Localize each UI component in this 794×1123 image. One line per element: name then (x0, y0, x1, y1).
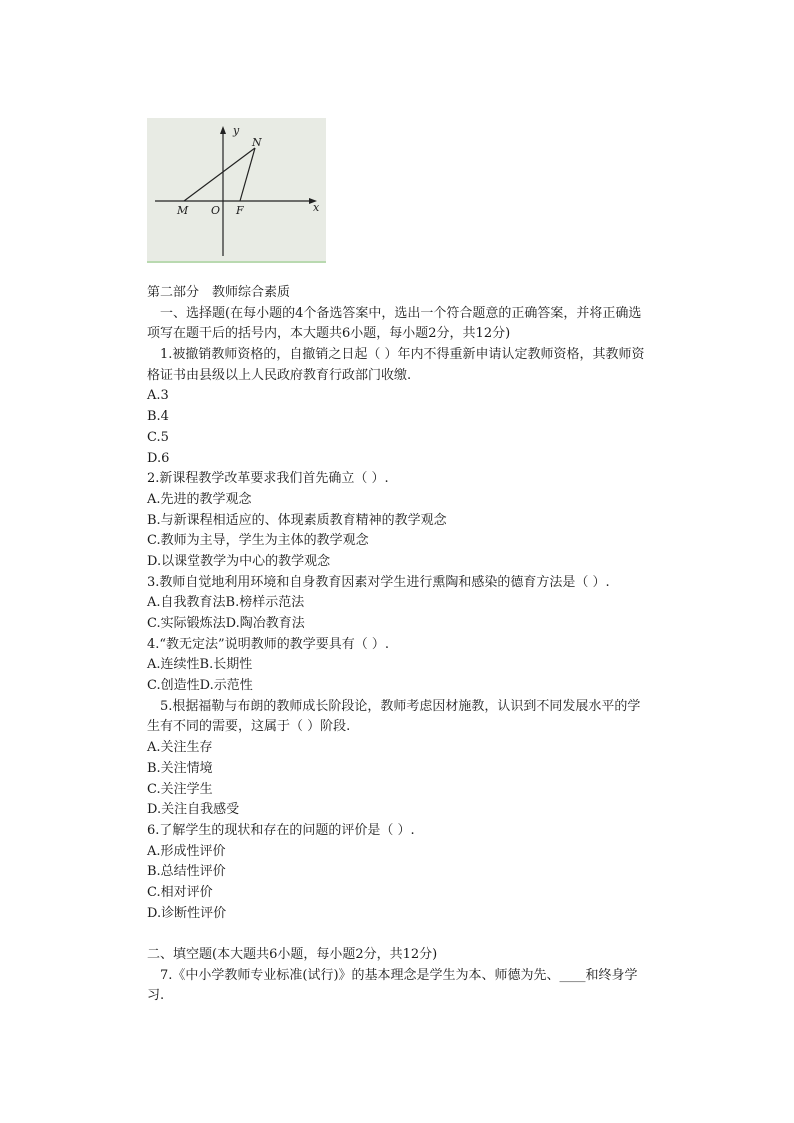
label-o: O (211, 204, 221, 217)
y-axis-arrow (220, 126, 226, 134)
segment-mn (184, 148, 255, 201)
text-line: B.4 (147, 409, 169, 425)
label-m: M (177, 204, 189, 217)
text-line: 生有不同的需要，这属于（ ）阶段. (147, 719, 351, 735)
text-line: 项写在题干后的括号内，本大题共6小题，每小题2分，共12分) (147, 326, 511, 342)
text-line: A.关注生存 (147, 740, 213, 756)
text-line: A.形成性评价 (147, 843, 226, 859)
text-line: 习. (147, 988, 165, 1004)
text-line: D.以课堂教学为中心的教学观念 (147, 553, 331, 569)
text-line: A.先进的教学观念 (147, 491, 252, 507)
segment-nf (240, 148, 255, 201)
text-line: C.相对评价 (147, 884, 213, 900)
text-line: C.创造性D.示范性 (147, 678, 253, 694)
text-line: 5.根据福勒与布朗的教师成长阶段论，教师考虑因材施教，认识到不同发展水平的学 (147, 698, 641, 714)
text-line: 1.被撤销教师资格的，自撤销之日起（ ）年内不得重新申请认定教师资格，其教师资 (147, 347, 645, 363)
text-line: 格证书由县级以上人民政府教育行政部门收缴. (147, 367, 412, 383)
label-n: N (252, 136, 262, 149)
text-line: B.总结性评价 (147, 864, 226, 880)
text-line: B.与新课程相适应的、体现素质教育精神的教学观念 (147, 512, 447, 528)
text-line: A.连续性B.长期性 (147, 657, 253, 673)
text-line: C.实际锻炼法D.陶冶教育法 (147, 616, 305, 631)
blank-line (147, 924, 677, 945)
text-line: 3.教师自觉地利用环境和自身教育因素对学生进行熏陶和感染的德育方法是（ ）. (147, 574, 610, 590)
label-f: F (236, 204, 244, 217)
text-line: A.3 (147, 388, 169, 404)
label-y: y (233, 124, 240, 137)
text-line: 7.《中小学教师专业标准(试行)》的基本理念是学生为本、师德为先、____和终身学 (147, 967, 638, 983)
text-line: 一、选择题(在每小题的4个备选答案中，选出一个符合题意的正确答案，并将正确选 (147, 305, 642, 321)
label-x: x (313, 201, 320, 214)
text-line: C.5 (147, 429, 169, 445)
text-line: D.关注自我感受 (147, 802, 240, 818)
document-body (147, 283, 677, 1007)
text-line: A.自我教育法B.榜样示范法 (147, 595, 305, 611)
text-line: 第二部分 教师综合素质 (147, 285, 291, 300)
coordinate-figure (147, 118, 326, 263)
text-line: 4.“教无定法”说明教师的教学要具有（ ）. (147, 636, 389, 652)
text-line: 2.新课程教学改革要求我们首先确立（ ）. (147, 471, 389, 487)
text-line: D.诊断性评价 (147, 905, 227, 921)
text-line: C.教师为主导，学生为主体的教学观念 (147, 533, 369, 549)
text-line: 二、填空题(本大题共6小题，每小题2分，共12分) (147, 947, 438, 962)
text-line: C.关注学生 (147, 781, 213, 797)
text-line: B.关注情境 (147, 760, 213, 776)
text-line: D.6 (147, 450, 170, 466)
text-line: 6.了解学生的现状和存在的问题的评价是（ ）. (147, 822, 415, 838)
